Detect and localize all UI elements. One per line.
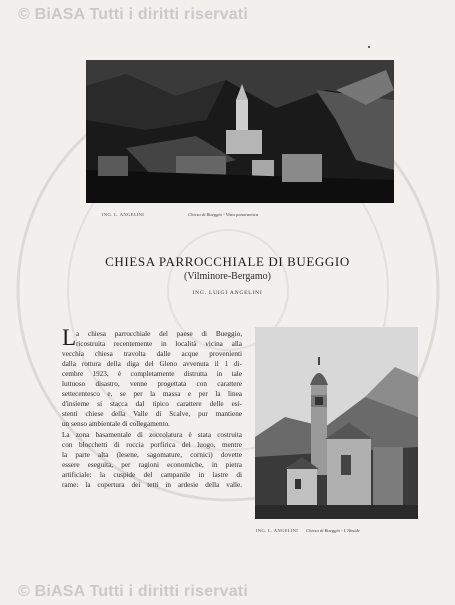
body-line: stenti chiese della Valle di Scalve, pur mantiene [62, 410, 242, 418]
article-subtitle: (Vilminore-Bergamo) [184, 271, 271, 282]
body-line: la parte alta (lesene, sagomature, cornici) dovette [62, 451, 242, 459]
body-line: artificiale: la cuspide del campanile in lastre di [62, 471, 242, 479]
photo-credit-top: ING. L. ANGELINI [102, 212, 145, 217]
photo-caption-top: Chiesa di Bueggio - Vista panoramica [188, 212, 259, 217]
article-title: CHIESA PARROCCHIALE DI BUEGGIO [105, 254, 350, 269]
body-line: d'insieme si stacca dal tipico carattere delle esi- [62, 400, 242, 408]
drop-cap: L [62, 325, 77, 350]
photo-panoramic-image [86, 60, 394, 203]
photo-credit-church: ING. L. ANGELINI [256, 528, 299, 533]
body-line: rame: la copertura dei tetti in ardesie della valle. [62, 481, 242, 489]
body-line: dalla rottura della diga del Gleno avvenuta il 1 di- [62, 360, 242, 368]
body-line: cembre 1923, è completamente distrutta in tale [62, 370, 242, 378]
body-line: ricostruita recentemente in località vicina alla [76, 340, 242, 348]
body-line: La zona basamentale di zoccolatura è stata costruita [62, 431, 242, 439]
body-line: luttuoso disastro, venne progettata con carattere [62, 380, 242, 388]
photo-church-apse [255, 327, 418, 519]
photo-church-image [255, 327, 418, 519]
body-line: con blocchetti di roccia porfirica del luogo, mentre [62, 441, 242, 449]
photo-caption-church: Chiesa di Bueggio - L'Abside [306, 528, 360, 533]
watermark-bottom: © BiASA Tutti i diritti riservati [18, 583, 248, 600]
watermark-top: © BiASA Tutti i diritti riservati [18, 6, 248, 23]
body-line: vecchia chiesa travolta dalle acque provenienti [62, 350, 242, 358]
speck [368, 46, 370, 48]
article-author: ING. LUIGI ANGELINI [192, 290, 263, 296]
body-line: un senso ambientale di collegamento. [62, 420, 170, 428]
body-line: a chiesa parrocchiale del paese di Bueggio, [76, 330, 242, 338]
body-line: settecentesco e, se per la massa e per la linea [62, 390, 242, 398]
photo-panoramic [86, 60, 394, 203]
body-line: essere eseguita, per ragioni economiche, in pietra [62, 461, 242, 469]
